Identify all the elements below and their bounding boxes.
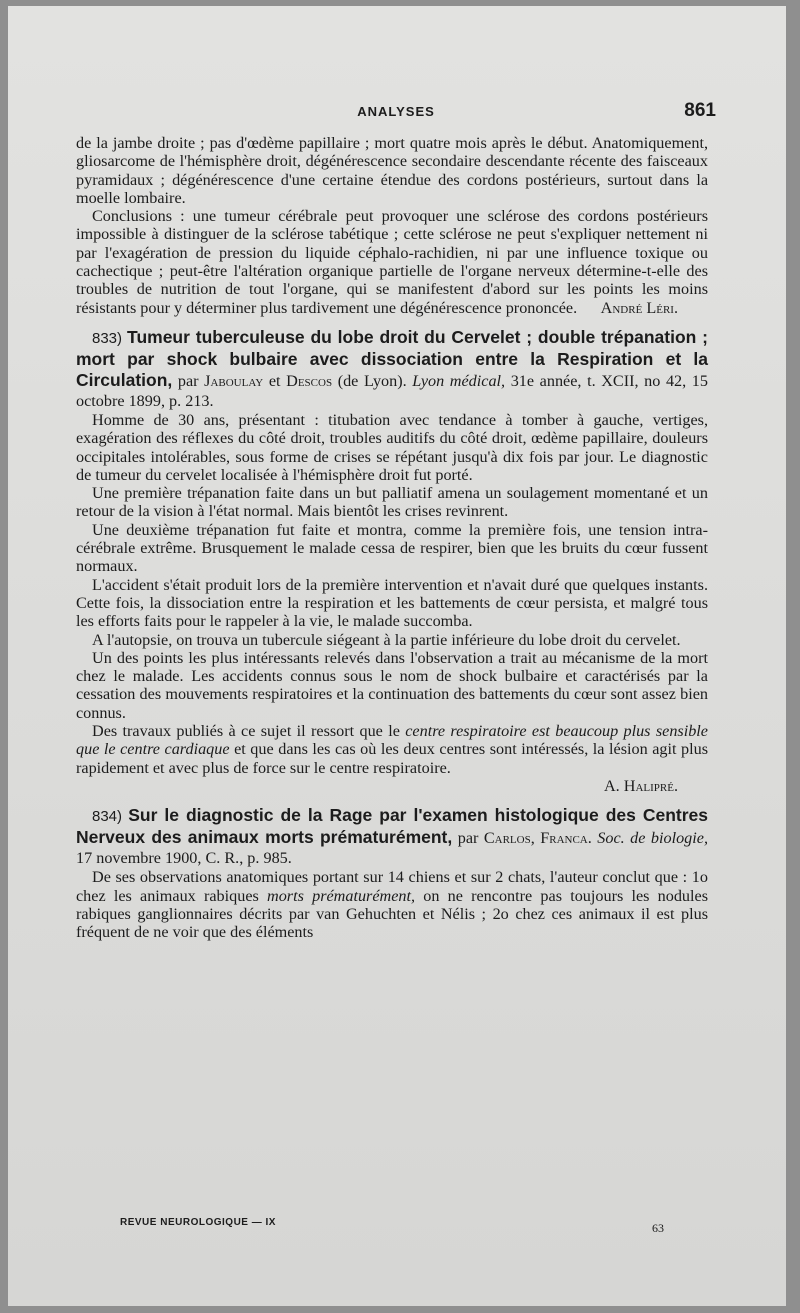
author-signature: A. Halipré. [603, 776, 678, 795]
emphasis-text: centre respiratoire est beaucoup plus sensible que le centre cardiaque [76, 722, 708, 759]
article-title: Sur le diagnostic de la Rage par l'examen histologique des Centres Nerveux des animaux morts prématurément, [76, 805, 709, 848]
paragraph [76, 722, 708, 777]
author-place: (de Lyon). [337, 371, 407, 390]
paragraph: Un des points les plus intéressants relevés dans l'observation a trait au mécanisme de la mort chez le malade. Les accidents connus sous le nom de shock bulbaire et caractérisés par la cessation des mouvements respiratoires et la continuation des battements du cœur sont assez bien connus. [76, 648, 708, 722]
page-number: 861 [684, 100, 716, 121]
paragraph: Homme de 30 ans, présentant : titubation avec tendance à tomber à gauche, vertiges, exagération des réflexes du côté droit, troubles auditifs du côté droit, œdème papillaire, douleurs occipitales intolérables, sous forme de crises se répétant jusqu'à dix fois par jour. Le diagnostic de tumeur du cervelet localisée à l'hémisphère droit fut porté. [76, 410, 708, 484]
running-header [76, 100, 716, 128]
and-word: et [268, 371, 281, 390]
article-number: 833) [92, 329, 123, 347]
author-name: Carlos, Franca. [483, 829, 592, 848]
by-word: par [457, 829, 479, 848]
section-title: ANALYSES [357, 104, 435, 119]
sheet-signature-mark: 63 [652, 1221, 664, 1235]
by-word: par [177, 371, 199, 390]
author-name: Jaboulay [204, 371, 264, 390]
author-name: Descos [286, 371, 333, 390]
paragraph [76, 207, 708, 317]
journal-reference: 31e année, t. XCII, no 42, 15 octobre 1899, p. 213. [76, 371, 708, 410]
paragraph: de la jambe droite ; pas d'œdème papillaire ; mort quatre mois après le début. Anatomiquement, gliosarcome de l'hémisphère droit, dégénérescence secondaire descendante récente des faisceaux pyramidaux ; dégénérescence d'une certaine étendue des cordons postérieurs, surtout dans la moelle lombaire. [76, 134, 708, 207]
journal-reference: 17 novembre 1900, C. R., p. 985. [76, 849, 292, 868]
paragraph-text: et que dans les cas où les deux centres sont intéressés, la lésion agit plus rapidement et avec plus de force sur le centre respiratoire. [76, 740, 709, 777]
author-signature: André Léri. [600, 298, 678, 317]
article-heading [76, 327, 708, 411]
article-833 [76, 327, 708, 795]
previous-article-continuation [76, 134, 708, 317]
article-heading [76, 805, 708, 868]
paragraph-text: Conclusions : une tumeur cérébrale peut provoquer une sclérose des cordons postérieurs impossible à distinguer de la sclérose tabétique ; cette sclérose ne peut s'expliquer nettement ni par l'exagération de pression du liquide céphalo-rachidien, ni par une influence toxique ou cachectique ; peut-être l'altération organique partielle de l'organe nerveux détermine-t-elle des troubles de nutrition de tout l'organe, qui se manifestent d'abord sur les points les moins résistants pour y déterminer plus tardivement une dégénérescence prononcée. [76, 207, 708, 317]
article-title: Tumeur tuberculeuse du lobe droit du Cervelet ; double trépanation ; mort par shock bulbaire avec dissociation entre la Respiration et la Circulation, [76, 326, 709, 390]
paragraph: Une deuxième trépanation fut faite et montra, comme la première fois, une tension intra-cérébrale extrême. Brusquement le malade cessa de respirer, bien que les bruits du cœur fussent normaux. [76, 520, 708, 576]
article-834 [76, 805, 708, 941]
page-footer [76, 1213, 708, 1243]
journal-footer: REVUE NEUROLOGIQUE — IX [120, 1217, 276, 1228]
paragraph: L'accident s'était produit lors de la première intervention et n'avait duré que quelques instants. Cette fois, la dissociation entre la respiration et les battements de cœur persista, et malgré tous les efforts faits pour le rappeler à la vie, le malade succomba. [76, 575, 708, 631]
paragraph-text: De ses observations anatomiques portant sur 14 chiens et sur 2 chats, l'auteur conclut que : 1o chez les animaux rabiques [76, 868, 708, 905]
page-body [76, 134, 708, 941]
paragraph: Une première trépanation faite dans un but palliatif amena un soulagement momentané et un retour de la vision à l'état normal. Mais bientôt les crises revinrent. [76, 484, 708, 521]
paragraph [76, 868, 708, 941]
emphasis-text: morts prématurément, [267, 886, 416, 905]
paragraph-text: on ne rencontre pas toujours les nodules rabiques ganglionnaires décrits par van Gehuchten et Nélis ; 2o chez ces animaux il est plus fréquent de ne voir que des éléments [76, 886, 708, 942]
journal-name: Lyon médical, [412, 371, 506, 390]
paragraph: A l'autopsie, on trouva un tubercule siégeant à la partie inférieure du lobe droit du cervelet. [92, 630, 681, 649]
page [8, 6, 786, 1306]
paragraph-text: Des travaux publiés à ce sujet il ressort que le [92, 722, 400, 741]
article-number: 834) [92, 808, 123, 826]
journal-name: Soc. de biologie, [597, 829, 708, 848]
